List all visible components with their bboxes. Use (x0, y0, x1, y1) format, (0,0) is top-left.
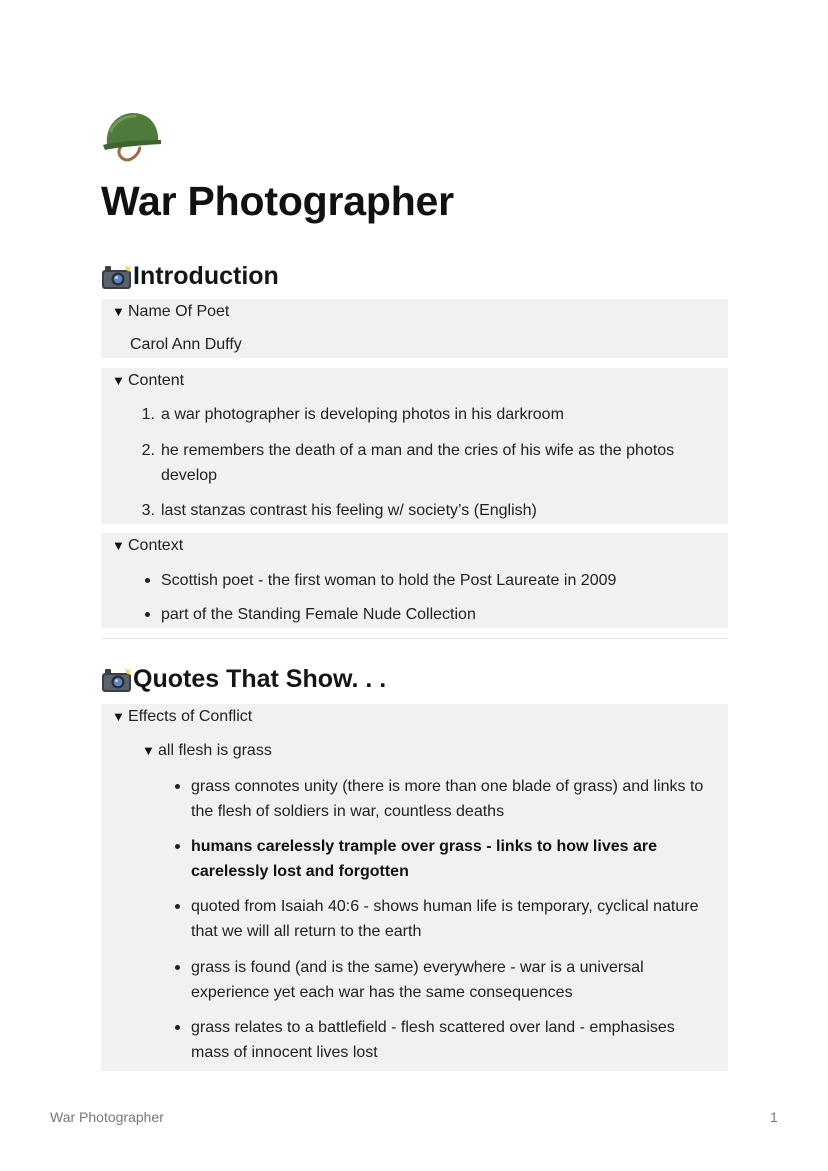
list-item: a war photographer is developing photos in his darkroom (161, 406, 564, 423)
list-item: last stanzas contrast his feeling w/ society’s (English) (161, 502, 537, 519)
toggle-header[interactable] (112, 368, 184, 393)
toggle-context (101, 533, 728, 628)
military-helmet-icon (101, 107, 163, 167)
toggle-header[interactable] (112, 533, 183, 558)
page-title: War Photographer (101, 178, 454, 224)
list-item: grass is found (and is the same) everywhere - war is a universal experience yet each war has the same consequences (191, 959, 644, 1001)
bullet-icon (145, 612, 150, 617)
list-item: part of the Standing Female Nude Collection (161, 606, 476, 623)
heading-introduction (101, 260, 279, 292)
list-item: grass connotes unity (there is more than one blade of grass) and links to the flesh of soldiers in war, countless deaths (191, 778, 704, 820)
footer-page-number: 1 (770, 1109, 778, 1125)
list-number: 2. (141, 442, 155, 459)
bullet-icon (175, 844, 180, 849)
list-item: he remembers the death of a man and the cries of his wife as the photos develop (161, 442, 675, 484)
toggle-header[interactable] (112, 299, 229, 324)
triangle-down-icon[interactable]: ▼ (112, 373, 125, 388)
list-number: 1. (141, 406, 155, 423)
camera-flash-icon (101, 263, 132, 290)
list-item: grass relates to a battlefield - flesh scattered over land - emphasises mass of innocent lives lost (191, 1019, 675, 1061)
toggle-content (101, 368, 728, 524)
triangle-down-icon[interactable]: ▼ (112, 709, 125, 724)
heading-text: Quotes That Show. . . (133, 664, 387, 693)
toggle-header[interactable] (112, 704, 252, 729)
bullet-icon (175, 1025, 180, 1030)
toggle-label: Context (128, 537, 184, 554)
bullet-icon (175, 965, 180, 970)
footer-title: War Photographer (50, 1109, 164, 1125)
poet-name: Carol Ann Duffy (130, 336, 242, 353)
heading-quotes (101, 663, 386, 695)
toggle-effects-of-conflict (101, 704, 728, 1071)
toggle-name-of-poet (101, 299, 728, 358)
camera-flash-icon (101, 666, 132, 693)
list-item: quoted from Isaiah 40:6 - shows human life is temporary, cyclical nature that we will all return to the earth (191, 898, 699, 940)
list-item-bold: humans carelessly trample over grass - links to how lives are carelessly lost and forgotten (191, 838, 657, 880)
subtoggle-header[interactable] (142, 738, 272, 763)
toggle-label: Name Of Poet (128, 303, 230, 320)
triangle-down-icon[interactable]: ▼ (112, 304, 125, 319)
list-number: 3. (141, 502, 155, 519)
toggle-label: Effects of Conflict (128, 708, 253, 725)
bullet-icon (175, 784, 180, 789)
triangle-down-icon[interactable]: ▼ (142, 743, 155, 758)
heading-text: Introduction (133, 261, 279, 290)
divider (101, 638, 728, 639)
subtoggle-label: all flesh is grass (158, 742, 272, 759)
toggle-label: Content (128, 372, 185, 389)
bullet-icon (145, 578, 150, 583)
bullet-icon (175, 904, 180, 909)
triangle-down-icon[interactable]: ▼ (112, 538, 125, 553)
list-item: Scottish poet - the first woman to hold the Post Laureate in 2009 (161, 572, 617, 589)
